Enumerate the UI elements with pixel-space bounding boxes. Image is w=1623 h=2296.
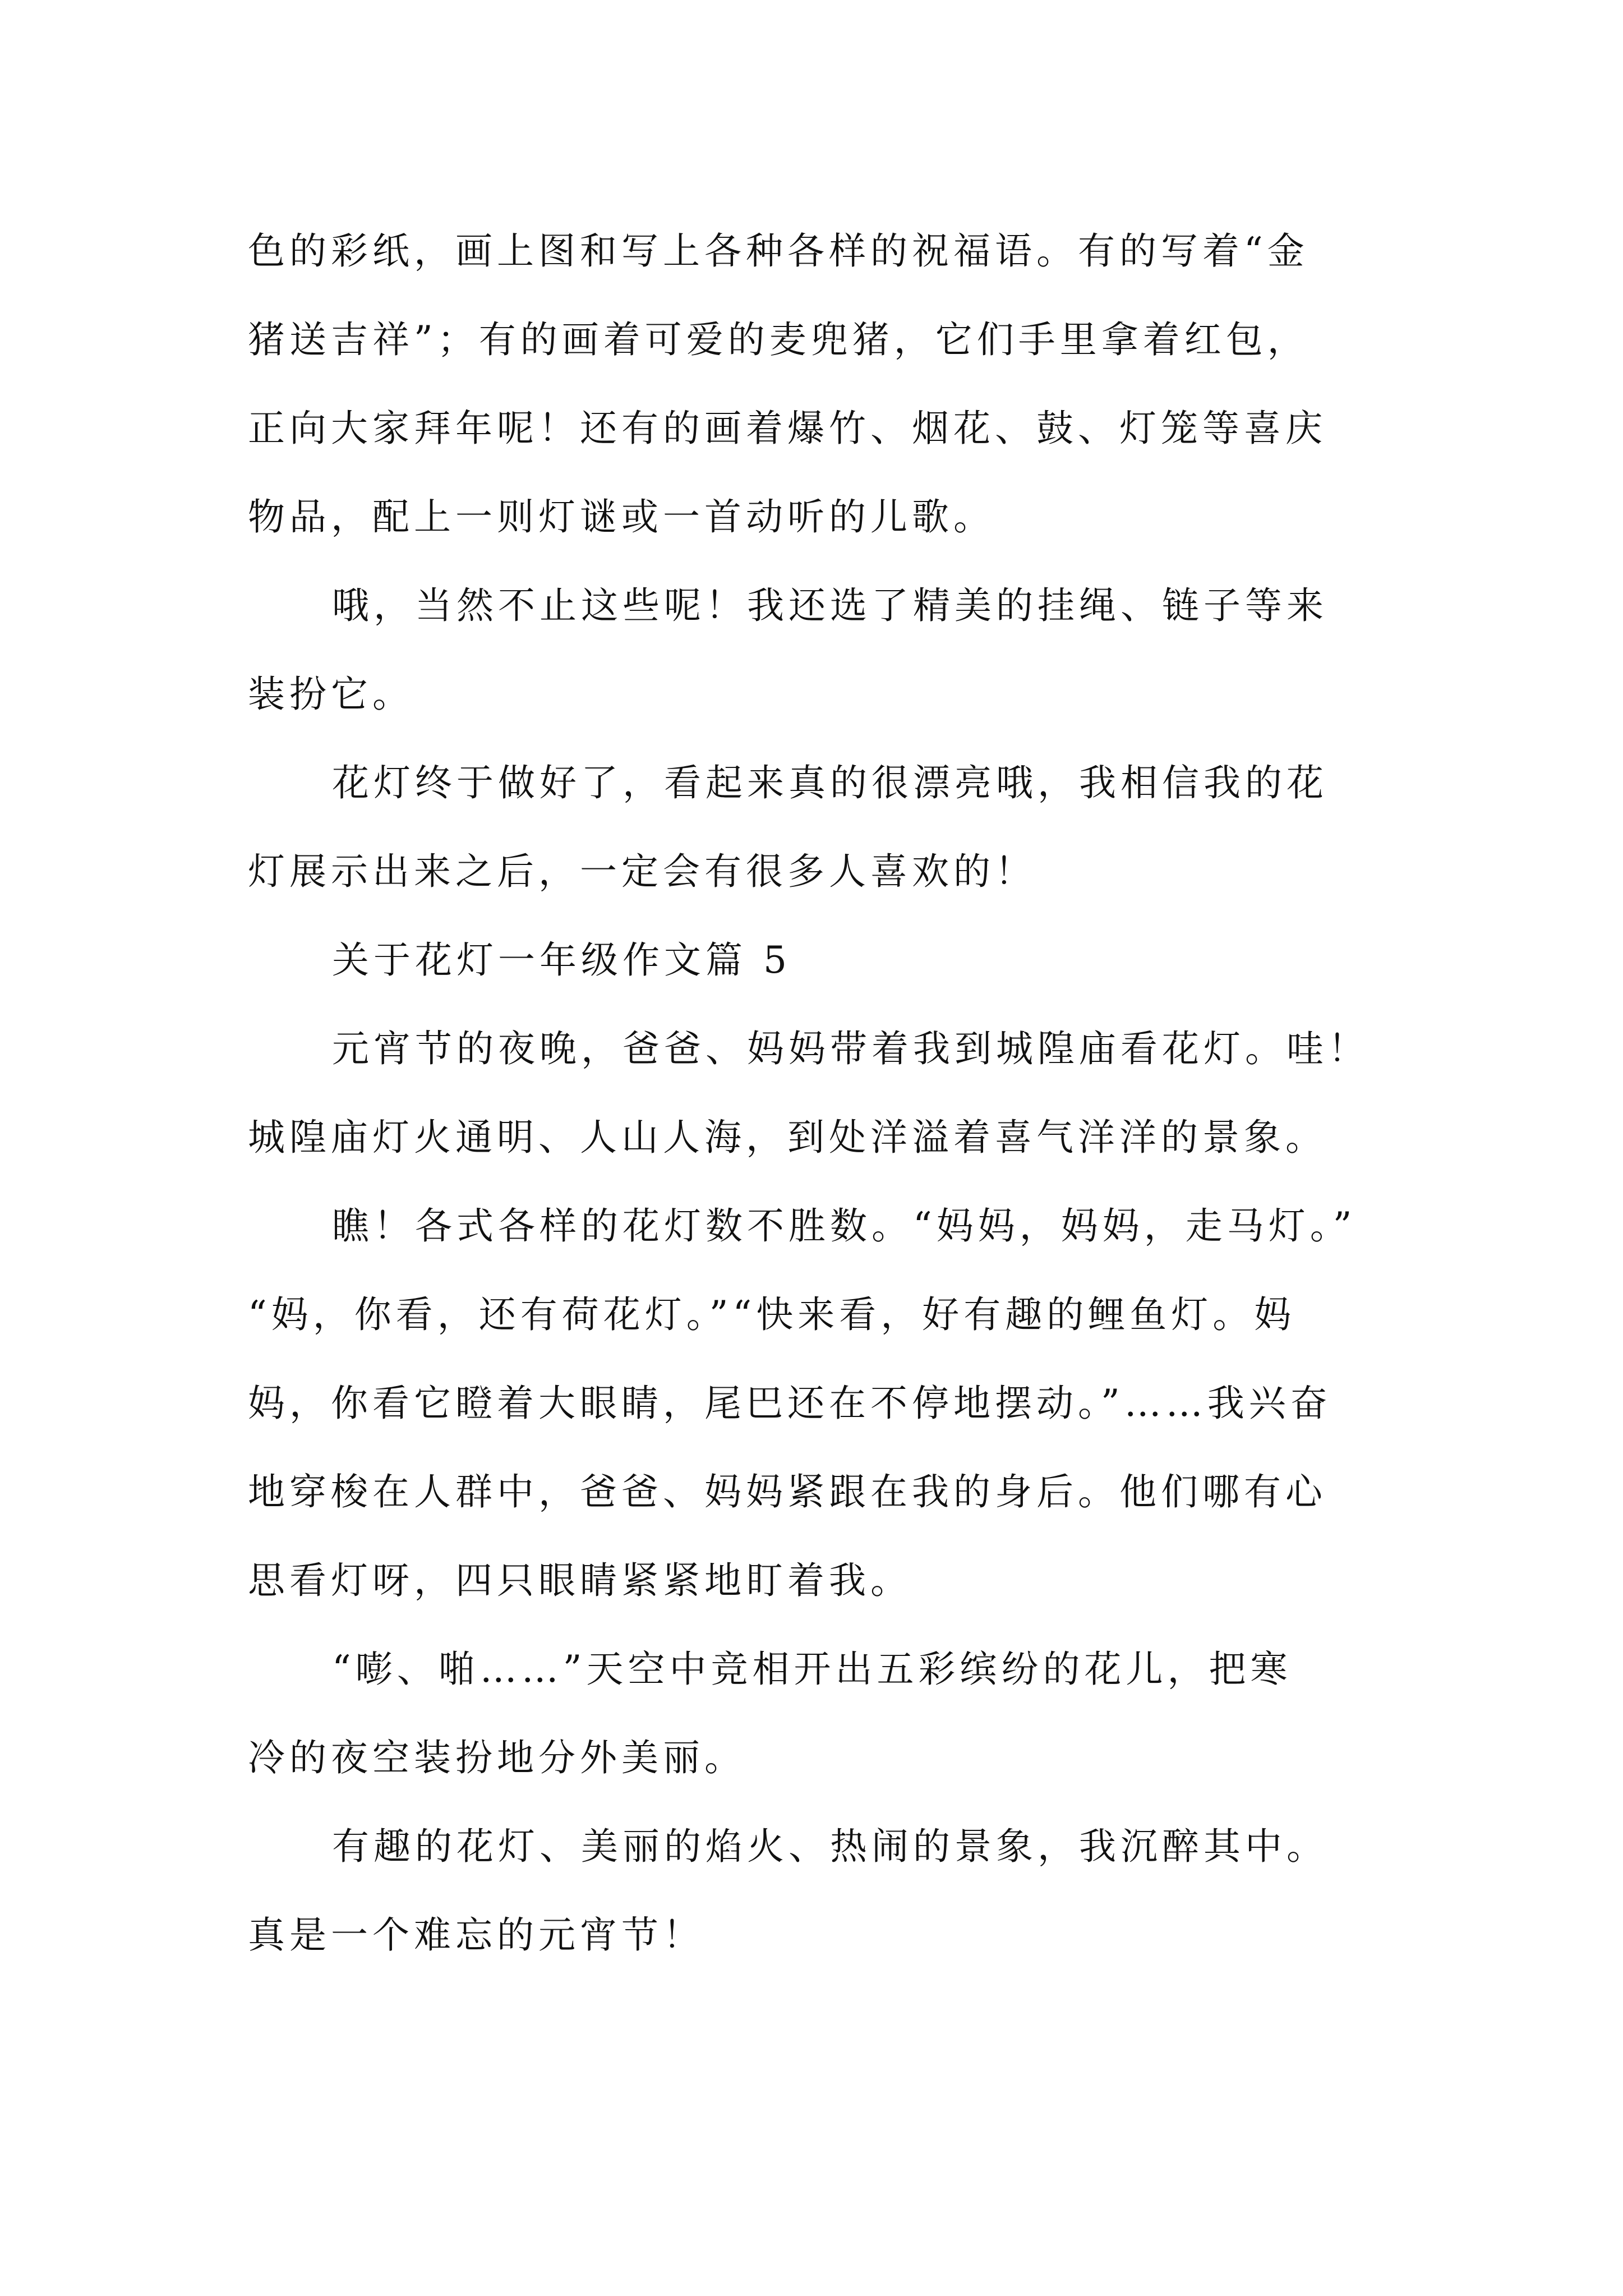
text-line: 思看灯呀，四只眼睛紧紧地盯着我。 [248,1559,912,1602]
text-line: 物品，配上一则灯谜或一首动听的儿歌。 [248,495,995,539]
text-line: 装扮它。 [248,673,414,716]
text-line: 真是一个难忘的元宵节！ [248,1913,704,1957]
paragraph-first-line: “嘭、啪……”天空中竞相开出五彩缤纷的花儿，把寒 [332,1648,1292,1691]
text-line: “妈，你看，还有荷花灯。”“快来看，好有趣的鲤鱼灯。妈 [248,1293,1296,1336]
paragraph-first-line: 元宵节的夜晚，爸爸、妈妈带着我到城隍庙看花灯。哇！ [332,1027,1370,1070]
text-line: 正向大家拜年呢！还有的画着爆竹、烟花、鼓、灯笼等喜庆 [248,407,1327,450]
text-line: 妈，你看它瞪着大眼睛，尾巴还在不停地摆动。”……我兴奋 [248,1382,1332,1425]
section-heading: 关于花灯一年级作文篇 5 [332,938,791,982]
paragraph-first-line: 瞧！各式各样的花灯数不胜数。“妈妈，妈妈，走马灯。” [332,1204,1357,1248]
document-body [248,219,1370,1991]
paragraph-first-line: 有趣的花灯、美丽的焰火、热闹的景象，我沉醉其中。 [332,1825,1328,1868]
text-line: 地穿梭在人群中，爸爸、妈妈紧跟在我的身后。他们哪有心 [248,1470,1327,1513]
text-line: 城隍庙灯火通明、人山人海，到处洋溢着喜气洋洋的景象。 [248,1116,1327,1159]
text-line: 冷的夜空装扮地分外美丽。 [248,1736,746,1779]
text-line: 色的彩纸，画上图和写上各种各样的祝福语。有的写着“金 [248,229,1309,273]
paragraph-first-line: 哦，当然不止这些呢！我还选了精美的挂绳、链子等来 [332,584,1328,627]
text-line: 猪送吉祥”；有的画着可爱的麦兜猪，它们手里拿着红包， [248,318,1309,361]
paragraph-first-line: 花灯终于做好了，看起来真的很漂亮哦，我相信我的花 [332,761,1328,804]
text-line: 灯展示出来之后，一定会有很多人喜欢的！ [248,850,1036,893]
